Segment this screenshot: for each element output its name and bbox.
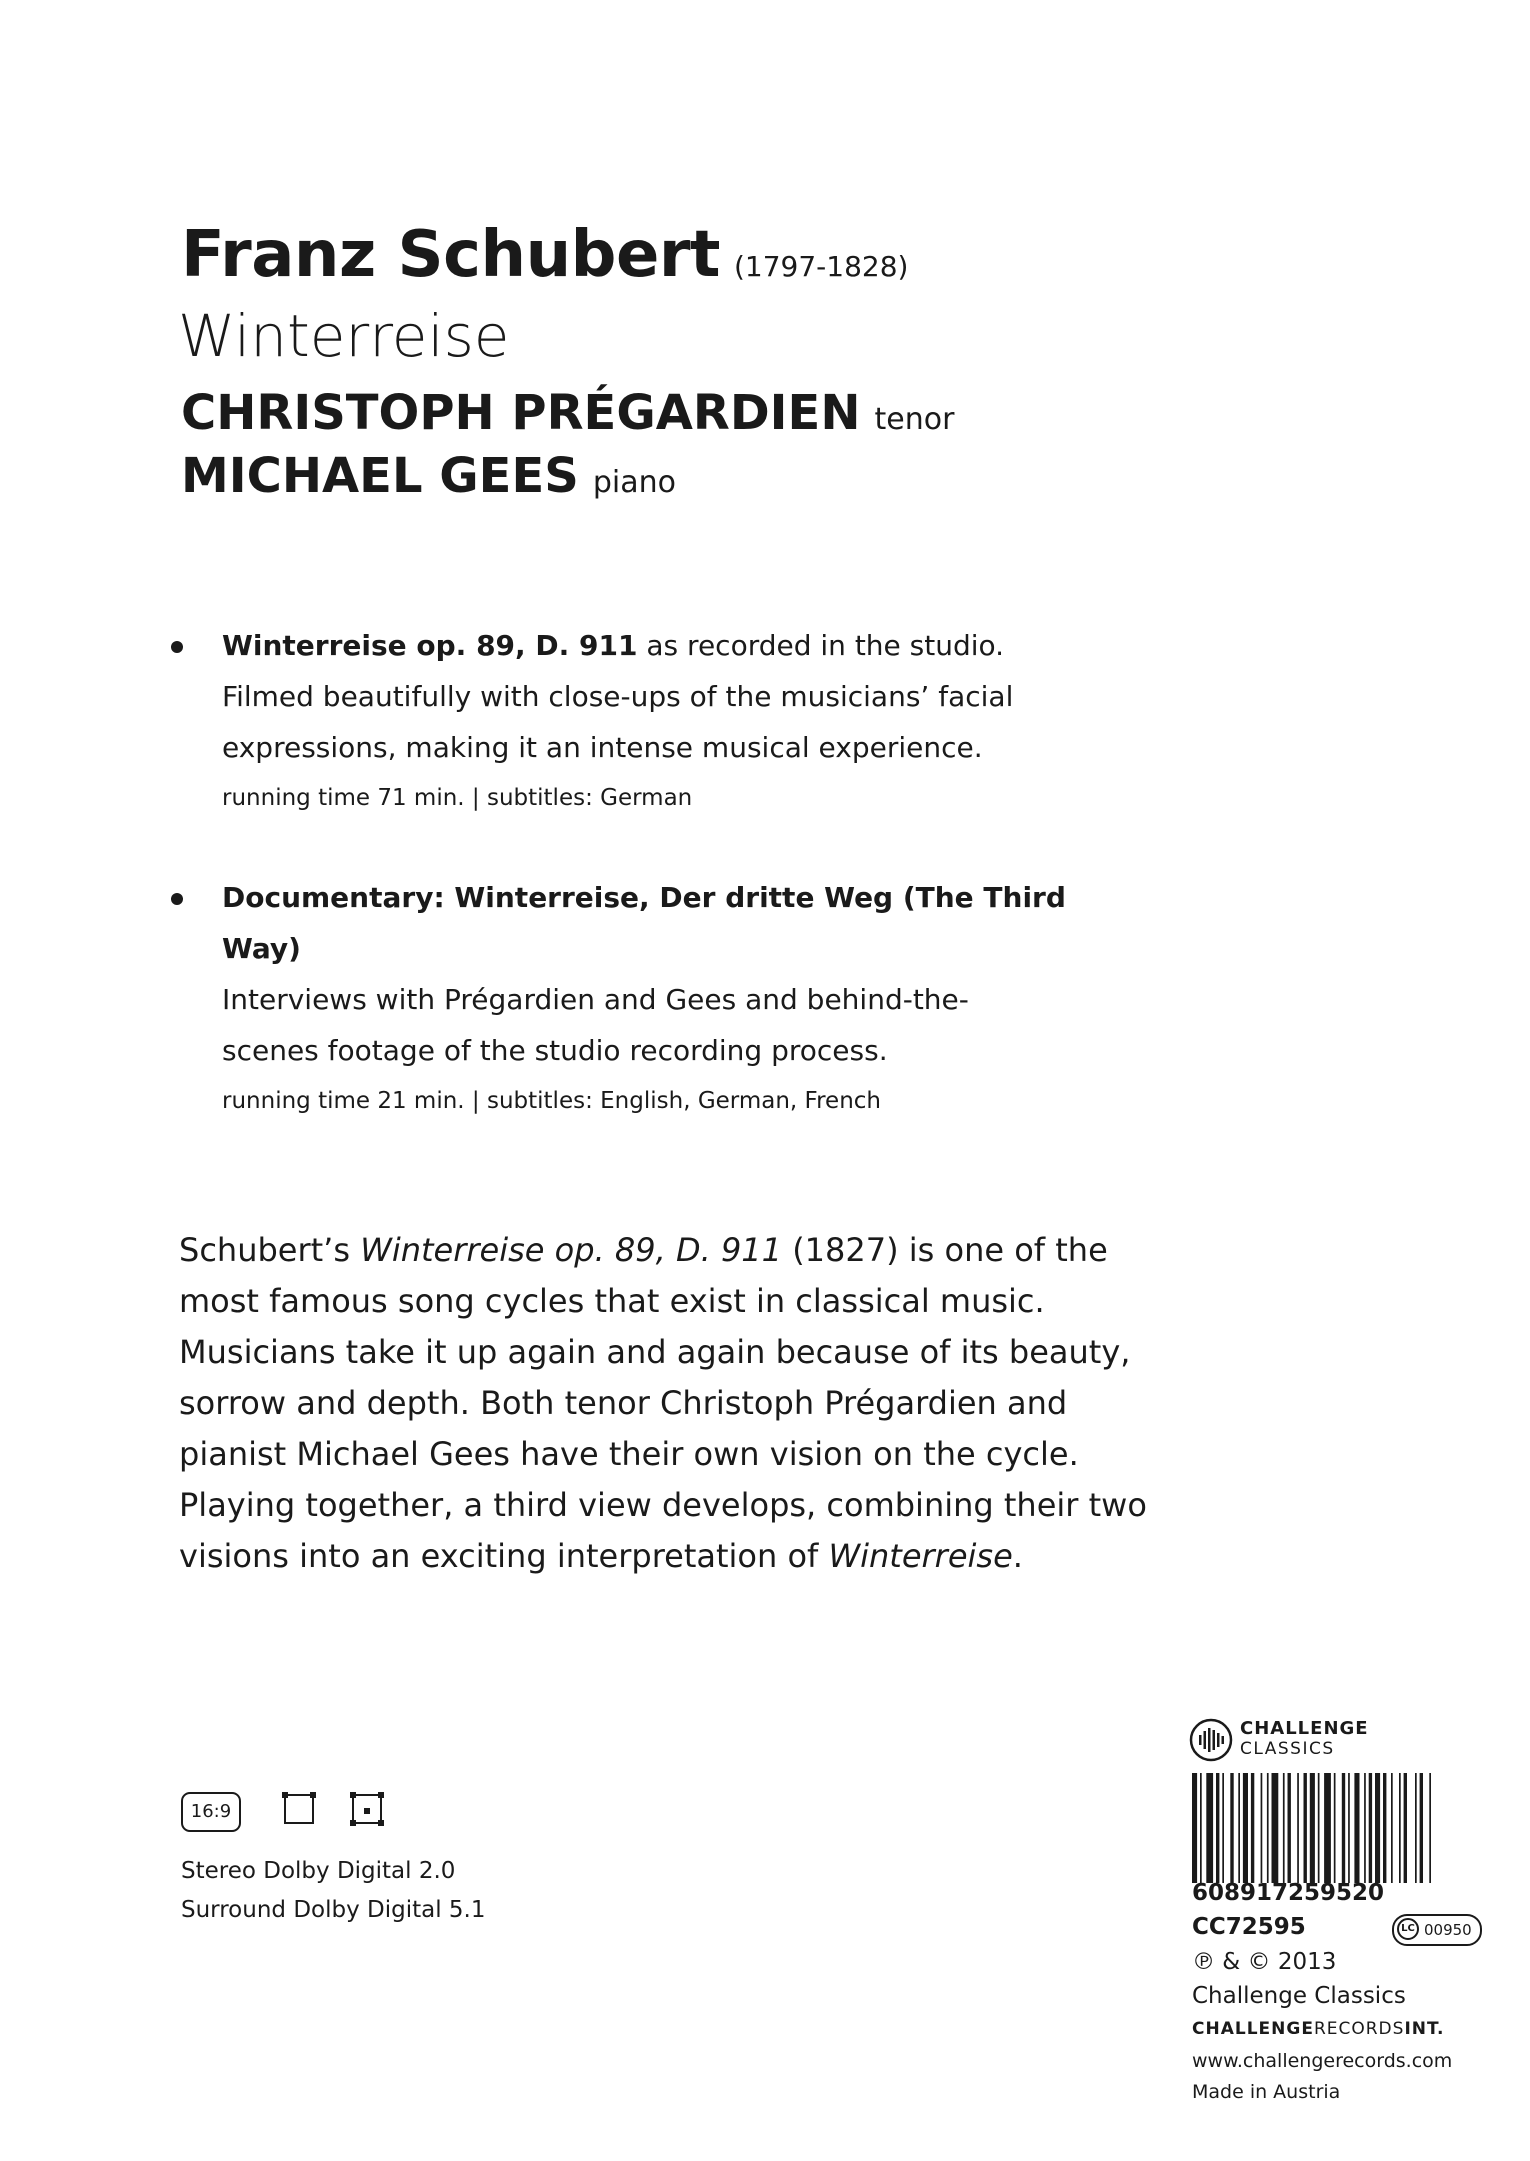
barcode-bar <box>1206 1773 1213 1883</box>
barcode-bar <box>1334 1773 1336 1883</box>
performer-tenor <box>181 385 954 441</box>
bullet-dot <box>171 641 183 653</box>
barcode-bar <box>1192 1773 1197 1883</box>
barcode-bar <box>1415 1773 1417 1883</box>
barcode-bar <box>1304 1773 1307 1883</box>
audio-format-stereo: Stereo Dolby Digital 2.0 <box>181 1858 456 1884</box>
composer-dates: (1797-1828) <box>734 250 909 283</box>
list-item-studio-recording <box>222 620 1122 824</box>
lc-code: 00950 <box>1424 1921 1472 1939</box>
performer-name: MICHAEL GEES <box>181 448 579 504</box>
barcode-bar <box>1391 1773 1393 1883</box>
origin-line: Made in Austria <box>1192 2081 1341 2103</box>
barcode-bar <box>1310 1773 1315 1883</box>
work-title: Winterreise <box>178 302 510 370</box>
barcode-bar <box>1230 1773 1233 1883</box>
barcode-bar <box>1261 1773 1263 1883</box>
logo-line-1: CHALLENGE <box>1240 1718 1369 1739</box>
description-paragraph <box>179 1225 1159 1582</box>
copyright-line: ℗ & © 2013 <box>1192 1949 1337 1975</box>
catalog-number: CC72595 <box>1192 1914 1306 1940</box>
performer-piano <box>181 448 676 504</box>
list-item-meta: running time 71 min. | subtitles: German <box>222 785 693 811</box>
barcode-bar <box>1251 1773 1254 1883</box>
barcode-bar <box>1375 1773 1380 1883</box>
barcode-bar <box>1318 1773 1320 1883</box>
stereo-frame-icon <box>282 1792 316 1826</box>
wordmark-part: INT. <box>1404 2019 1445 2039</box>
description-text: Schubert’s <box>179 1231 361 1269</box>
barcode-bar <box>1200 1773 1202 1883</box>
performer-name: CHRISTOPH PRÉGARDIEN <box>181 385 861 441</box>
barcode-bar <box>1342 1773 1345 1883</box>
barcode-bar <box>1297 1773 1299 1883</box>
barcode-bar <box>1324 1773 1331 1883</box>
barcode-bar <box>1283 1773 1285 1883</box>
barcode-bar <box>1267 1773 1269 1883</box>
barcode-bar <box>1420 1773 1423 1883</box>
lc-mark: LC <box>1397 1918 1419 1940</box>
list-item-description: Interviews with Prégardien and Gees and behind-the-scenes footage of the studio recording process. <box>222 983 969 1067</box>
barcode-bar <box>1364 1773 1366 1883</box>
barcode-bar <box>1222 1773 1224 1883</box>
barcode-bar <box>1238 1773 1240 1883</box>
list-item-title: Documentary: Winterreise, Der dritte Weg (The Third Way) <box>222 881 1066 965</box>
aspect-ratio-badge: 16:9 <box>181 1792 241 1832</box>
composer-heading <box>181 218 908 292</box>
barcode-bar <box>1272 1773 1279 1883</box>
challenge-logo-icon <box>1188 1717 1234 1763</box>
challenge-records-wordmark <box>1192 2019 1444 2039</box>
composer-name: Franz Schubert <box>181 218 720 292</box>
logo-line-2: CLASSICS <box>1240 1739 1335 1759</box>
barcode-bar <box>1404 1773 1407 1883</box>
lc-code-badge <box>1392 1914 1482 1946</box>
audio-format-surround: Surround Dolby Digital 5.1 <box>181 1897 486 1923</box>
description-italic: Winterreise op. 89, D. 911 <box>360 1231 783 1269</box>
barcode-bar <box>1348 1773 1350 1883</box>
list-item-title: Winterreise op. 89, D. 911 <box>222 629 638 662</box>
barcode-bar <box>1399 1773 1401 1883</box>
barcode-bar <box>1429 1773 1431 1883</box>
barcode-bar <box>1383 1773 1386 1883</box>
website: www.challengerecords.com <box>1192 2050 1453 2072</box>
barcode-number: 608917259520 <box>1192 1880 1385 1906</box>
list-item-documentary <box>222 872 1122 1127</box>
list-item-description: Filmed beautifully with close-ups of the musicians’ facial expressions, making it an intense musical experience. <box>222 680 1014 764</box>
description-text: . <box>1012 1537 1023 1575</box>
bullet-dot <box>171 893 183 905</box>
surround-frame-icon <box>350 1792 384 1826</box>
description-italic: Winterreise <box>828 1537 1013 1575</box>
wordmark-part: CHALLENGE <box>1192 2019 1314 2039</box>
challenge-classics-logo <box>1188 1717 1428 1763</box>
copyright-holder: Challenge Classics <box>1192 1983 1406 2009</box>
wordmark-part: RECORDS <box>1313 2019 1405 2039</box>
barcode-bar <box>1216 1773 1219 1883</box>
barcode-bar <box>1288 1773 1291 1883</box>
performer-role: tenor <box>874 402 955 437</box>
barcode-bar <box>1243 1773 1248 1883</box>
barcode-bar <box>1369 1773 1372 1883</box>
list-item-title-rest: as recorded in the studio. <box>637 629 1005 662</box>
barcode <box>1192 1773 1489 1883</box>
performer-role: piano <box>592 465 676 500</box>
barcode-bar <box>1354 1773 1359 1883</box>
description-text: (1827) is one of the most famous song cycles that exist in classical music. Musicians take it up again and again because of its beauty, sorrow and depth. Both tenor Christoph Prégardien and pianist Michael Gees have their own vision on the cycle. Playing together, a third view develops, combining their two visions into an exciting interpretation of <box>179 1231 1147 1575</box>
list-item-meta: running time 21 min. | subtitles: English, German, French <box>222 1088 881 1114</box>
